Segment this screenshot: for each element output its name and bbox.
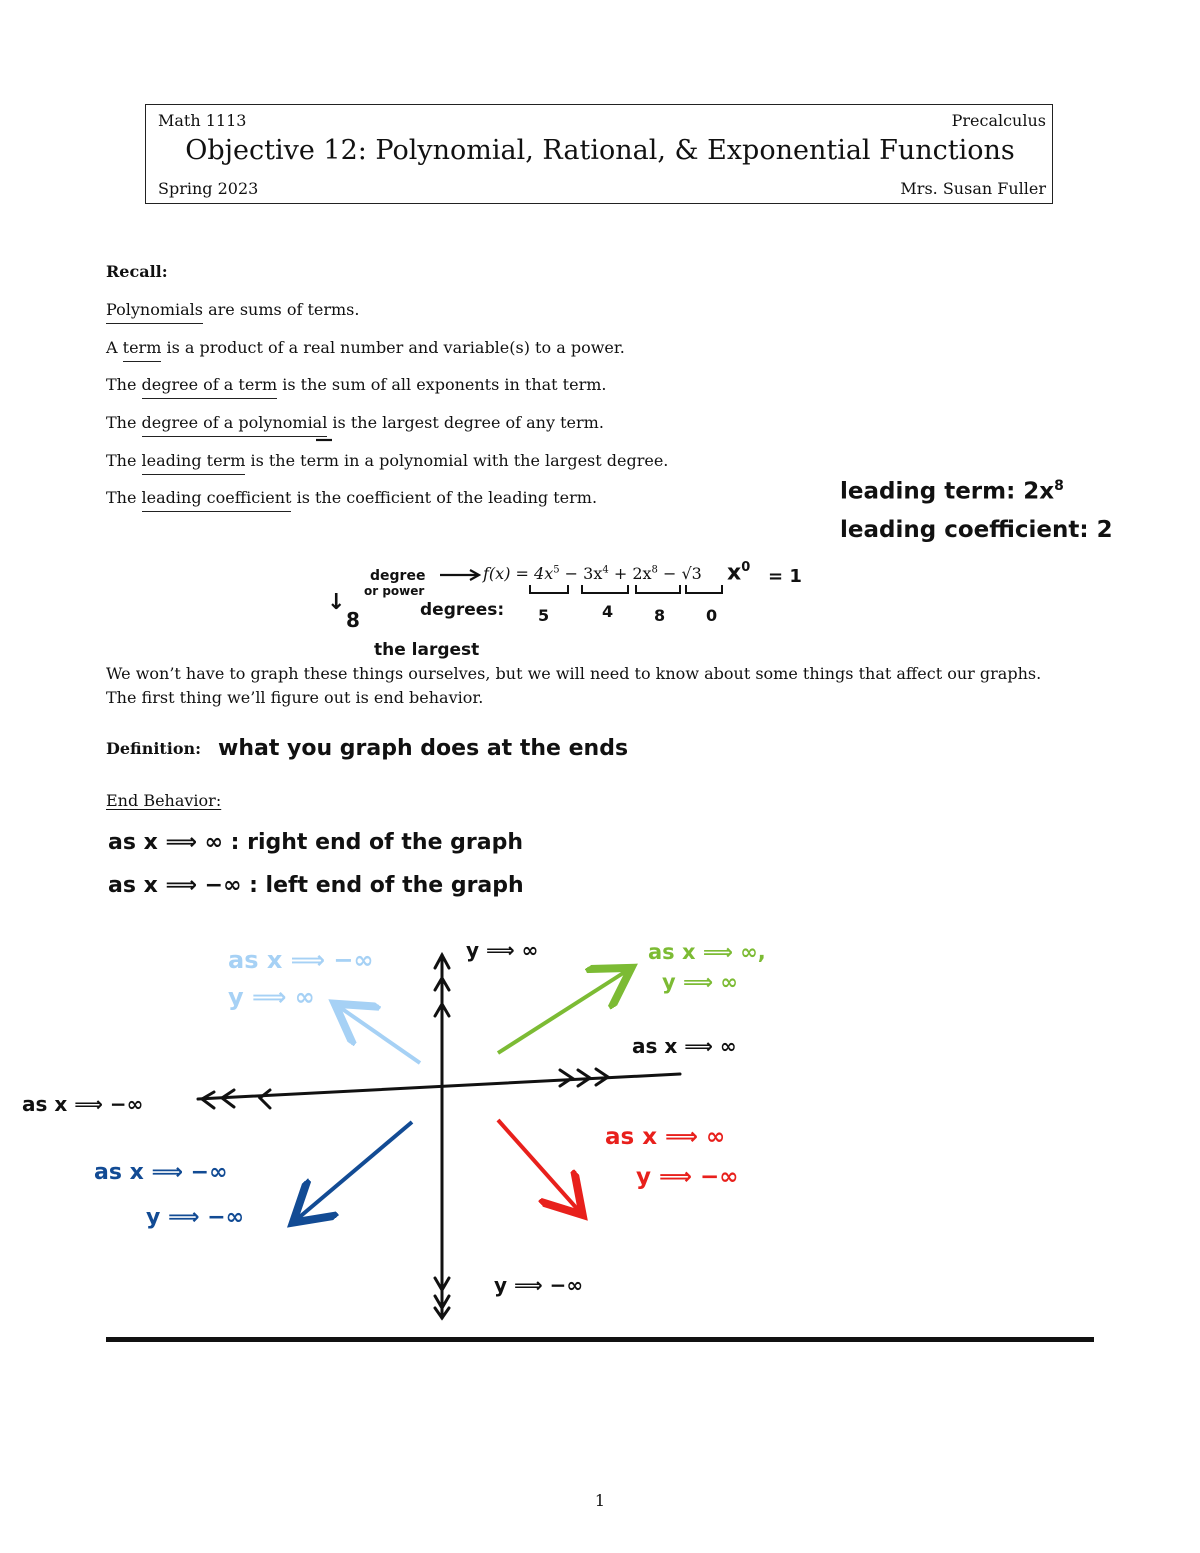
label-top-y-inf: y ⟹ ∞ — [466, 938, 539, 962]
page-title: Objective 12: Polynomial, Rational, & Exponential Functions — [185, 135, 1015, 166]
note-leading-term: leading term: $2x^8$ — [840, 478, 1064, 505]
page-number: 1 — [594, 1491, 606, 1510]
term-braces — [530, 585, 722, 593]
green-label-2: y ⟹ ∞ — [662, 970, 738, 994]
hand-equals-one: = 1 — [768, 566, 802, 587]
end-behavior-note-left: as x ⟹ −∞ : left end of the graph — [108, 873, 524, 898]
recall-line-2: A term is a product of a real number and variable(s) to a power. — [106, 338, 625, 357]
recall-line-1: Polynomials are sums of terms. — [106, 300, 359, 319]
definition-text: what you graph does at the ends — [218, 736, 629, 761]
term-leading-term: leading term — [142, 451, 246, 475]
red-arrow — [498, 1120, 580, 1212]
degree-value-3: 8 — [654, 606, 666, 625]
darkblue-label-2: y ⟹ −∞ — [146, 1205, 244, 1230]
end-behavior-label: End Behavior: — [106, 791, 222, 810]
recall-line-6: The leading coefficient is the coefficient of the leading term. — [106, 488, 597, 507]
recall-line-4: The degree of a polynomial is the largest degree of any term. — [106, 413, 604, 432]
note-leading-coefficient: leading coefficient: 2 — [840, 517, 1113, 543]
label-degrees: degrees: — [420, 600, 505, 620]
label-left-x-neg-inf: as x ⟹ −∞ — [22, 1092, 144, 1116]
lightblue-arrow — [338, 1006, 420, 1063]
label-the-largest: the largest — [374, 640, 480, 660]
degree-arrow — [440, 570, 479, 580]
label-bottom-y-neg-inf: y ⟹ −∞ — [494, 1273, 584, 1297]
darkblue-arrow — [296, 1122, 412, 1220]
end-behavior-note-right: as x ⟹ ∞ : right end of the graph — [108, 830, 524, 855]
hand-x-power-zero: $x^0$ — [727, 560, 751, 586]
instructor: Mrs. Susan Fuller — [900, 179, 1046, 198]
down-arrow: ↓ — [327, 590, 346, 615]
course-code: Math 1113 — [158, 111, 247, 130]
degree-value-2: 4 — [602, 602, 614, 621]
term: Spring 2023 — [158, 179, 259, 198]
x-axis — [198, 1069, 680, 1108]
term-term: term — [123, 338, 162, 362]
definition-label: Definition: — [106, 739, 202, 758]
red-label-1: as x ⟹ ∞ — [605, 1124, 726, 1150]
y-axis — [435, 955, 449, 1318]
recall-line-5: The leading term is the term in a polynomial with the largest degree. — [106, 451, 668, 470]
largest-degree: 8 — [346, 608, 360, 632]
paragraph-line-1: We won’t have to graph these things ourselves, but we will need to know about some things that affect our graphs. — [106, 664, 1042, 683]
lightblue-label-1: as x ⟹ −∞ — [228, 946, 374, 974]
green-label-1: as x ⟹ ∞, — [648, 940, 766, 964]
degree-value-4: 0 — [706, 606, 718, 625]
paragraph-line-2: The first thing we’ll figure out is end behavior. — [106, 688, 484, 707]
term-polynomials: Polynomials — [106, 300, 203, 324]
lightblue-label-2: y ⟹ ∞ — [228, 983, 315, 1011]
recall-line-3: The degree of a term is the sum of all exponents in that term. — [106, 375, 606, 394]
term-degree-of-term: degree of a term — [142, 375, 278, 399]
recall-heading: Recall: — [106, 262, 168, 281]
label-right-x-inf: as x ⟹ ∞ — [632, 1034, 737, 1058]
green-arrow — [498, 970, 628, 1053]
bottom-rule — [106, 1337, 1094, 1342]
course-subject: Precalculus — [951, 111, 1046, 130]
label-degree: degree — [370, 568, 426, 584]
term-leading-coefficient: leading coefficient — [142, 488, 292, 512]
darkblue-label-1: as x ⟹ −∞ — [94, 1160, 228, 1185]
red-label-2: y ⟹ −∞ — [636, 1164, 739, 1190]
label-or-power: or power — [364, 584, 425, 598]
term-degree-of-polynomial: degree of a polynomial — [142, 413, 328, 437]
polynomial-expression: $f(x) = 4x^5 - 3x^4 + 2x^8 - √3$ — [483, 564, 702, 583]
degree-value-1: 5 — [538, 606, 550, 625]
